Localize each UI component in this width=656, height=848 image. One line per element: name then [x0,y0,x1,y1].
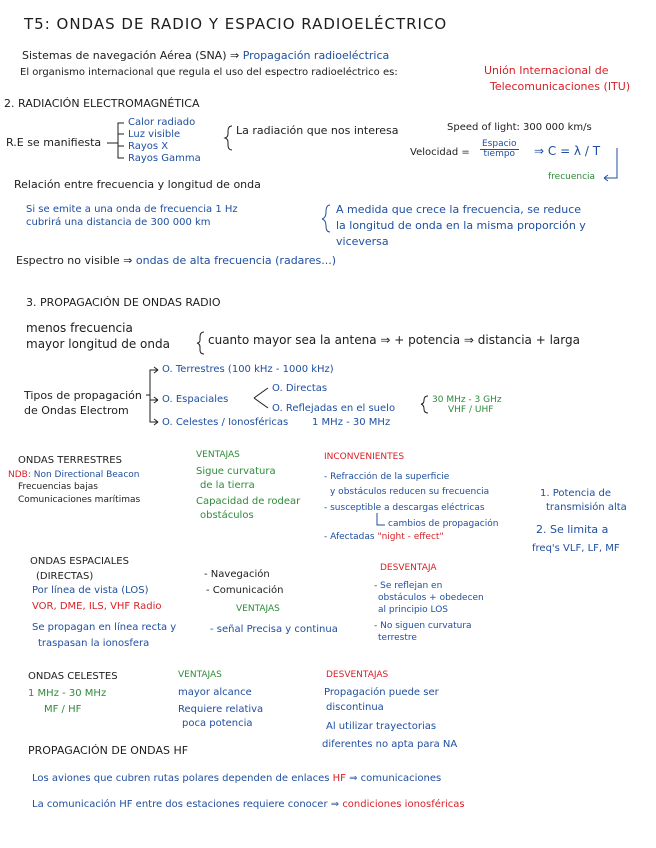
org-answer-line2: Telecomunicaciones (ITU) [490,80,631,93]
terrestres-inconv-1: - Refracción de la superficie [324,472,450,482]
solution-2-line2: freq's VLF, LF, MF [532,543,620,554]
rule-line3: viceversa [336,235,389,248]
frecuencia-note: frecuencia [548,172,596,182]
rule-line2: la longitud de onda en la misma proporción y [336,219,586,232]
celestes-desv-2: discontinua [326,702,384,713]
terrestres-inconv-5: - Afectadas [324,532,375,542]
espaciales-systems: VOR, DME, ILS, VHF Radio [32,601,162,612]
espaciales-desc-2: traspasan la ionosfera [38,638,150,649]
sna-text: Sistemas de navegación Aérea (SNA) [22,49,227,62]
example-line2: cubrirá una distancia de 300 000 km [26,217,211,228]
espaciales-desv-3: al principio LOS [378,605,449,615]
hf-line1-hf: HF [332,773,346,784]
celestes-desv-1: Propagación puede ser [324,687,439,698]
celestes-title: ONDAS CELESTES [28,671,118,682]
hf-line1-end: ⇒ comunicaciones [349,773,442,784]
speed-of-light: Speed of light: 300 000 km/s [447,122,592,133]
espaciales-desv-1: - Se reflejan en [374,581,443,591]
hf-title: PROPAGACIÓN DE ONDAS HF [28,744,189,757]
terrestres-inconv-3: - susceptible a descargas eléctricas [324,503,485,513]
sna-arrow: ⇒ [230,49,240,62]
espaciales-desv-4: - No siguen curvatura [374,621,472,631]
prop-celestes-range: 1 MHz - 30 MHz [312,417,391,428]
spectrum-label: Espectro no visible ⇒ [16,254,133,267]
celestes-band: MF / HF [44,704,82,715]
espaciales-title-1: ONDAS ESPACIALES [30,556,129,567]
page-title: T5: ONDAS DE RADIO Y ESPACIO RADIOELÉCTRICO [24,15,448,33]
branch-rayos-x: Rayos X [128,141,169,152]
sna-propagation: Propagación radioeléctrica [242,49,390,62]
celestes-desv-4: diferentes no apta para NA [322,739,458,750]
ndb-label: NDB: [8,470,31,480]
velocidad-label: Velocidad = [410,147,470,158]
prop-directas: O. Directas [272,383,328,394]
hf-line2-text: La comunicación HF entre dos estaciones requiere conocer ⇒ [32,799,340,810]
espaciales-desc-1: Se propagan en línea recta y [32,622,177,633]
espaciales-ventaja: - señal Precisa y continua [210,624,338,635]
tipos-line2: de Ondas Electrom [24,404,129,417]
example-line1: Si se emite a una onda de frecuencia 1 Hz [26,204,238,215]
rule-line1: A medida que crece la frecuencia, se reduce [336,203,582,216]
antena-rule: cuanto mayor sea la antena ⇒ + potencia ⇒ distancia + larga [208,333,580,347]
solution-1-line1: 1. Potencia de [540,488,612,499]
celestes-desv-3: Al utilizar trayectorias [326,721,437,732]
solution-1-line2: transmisión alta [546,502,627,513]
terrestres-inconv-2: y obstáculos reducen su frecuencia [330,487,490,497]
section-3-heading: 3. PROPAGACIÓN DE ONDAS RADIO [26,296,221,309]
branch-calor: Calor radiado [128,117,196,128]
terrestres-title: ONDAS TERRESTRES [18,455,122,466]
velocidad-fraction [480,140,519,159]
espaciales-los: Por línea de vista (LOS) [32,585,149,596]
celestes-desv-title: DESVENTAJAS [326,670,389,680]
celestes-ventaja-1: mayor alcance [178,687,252,698]
hf-line2-conditions: condiciones ionosféricas [342,799,465,810]
night-effect: "night - effect" [377,532,444,542]
celestes-range: 1 MHz - 30 MHz [28,688,107,699]
relacion-heading: Relación entre frecuencia y longitud de onda [14,178,261,191]
espaciales-desv-title: DESVENTAJA [380,563,437,573]
prop-terrestres: O. Terrestres (100 kHz - 1000 kHz) [162,364,334,375]
ndb-text: Non Directional Beacon [33,470,140,480]
spectrum-value: ondas de alta frecuencia (radares...) [135,254,336,267]
light-formula: ⇒ C = λ / T [534,144,601,158]
terrestres-inconv-4: cambios de propagación [388,519,499,529]
terrestres-item-2: Comunicaciones marítimas [18,495,141,505]
terrestres-inconv-title: INCONVENIENTES [324,452,405,462]
section-2-heading: 2. RADIACIÓN ELECTROMAGNÉTICA [4,97,200,110]
terrestres-ventajas-title: VENTAJAS [196,450,240,460]
prop-celestes: O. Celestes / Ionosféricas [162,417,289,428]
ndb-line [8,470,139,480]
prop-espaciales: O. Espaciales [162,394,229,405]
espaciales-title-2: (DIRECTAS) [36,571,94,582]
org-question: El organismo internacional que regula el uso del espectro radioeléctrico es: [20,67,398,78]
vhf-band: VHF / UHF [448,405,494,415]
interest-text: La radiación que nos interesa [236,124,399,137]
terrestres-inconv-5-line [324,532,444,542]
celestes-ventaja-2: Requiere relativa [178,704,264,715]
espaciales-use-2: - Comunicación [206,585,284,596]
branch-luz: Luz visible [128,129,181,140]
spectrum-line [16,255,336,268]
celestes-ventaja-3: poca potencia [182,718,253,729]
terrestres-item-1: Frecuencias bajas [18,482,98,492]
prop-reflejadas: O. Reflejadas en el suelo [272,403,396,414]
solution-2-line1: 2. Se limita a [536,523,609,536]
terrestres-ventaja-4: obstáculos [200,510,254,521]
tipos-line1: Tipos de propagación [24,389,142,402]
hf-line1-text: Los aviones que cubren rutas polares dependen de enlaces [32,773,330,784]
menos-frecuencia: menos frecuencia [26,321,133,335]
fraction-denominator: tiempo [483,149,516,159]
fraction-numerator: Espacio [482,139,517,149]
mayor-longitud: mayor longitud de onda [26,337,170,351]
hf-line1 [32,773,441,785]
org-answer-line1: Unión Internacional de [484,64,609,77]
branch-rayos-gamma: Rayos Gamma [128,153,201,164]
terrestres-ventaja-3: Capacidad de rodear [196,496,301,507]
vhf-range: 30 MHz - 3 GHz [432,395,502,405]
terrestres-ventaja-1: Sigue curvatura [196,466,276,477]
espaciales-desv-2: obstáculos + obedecen [378,593,484,603]
espaciales-ventajas-title: VENTAJAS [236,604,280,614]
hf-line2 [32,799,465,811]
espaciales-use-1: - Navegación [204,569,270,580]
celestes-ventajas-title: VENTAJAS [178,670,222,680]
re-label: R.E se manifiesta [6,136,102,149]
intro-sna-line [22,50,389,63]
terrestres-ventaja-2: de la tierra [200,480,255,491]
espaciales-desv-5: terrestre [378,633,417,643]
